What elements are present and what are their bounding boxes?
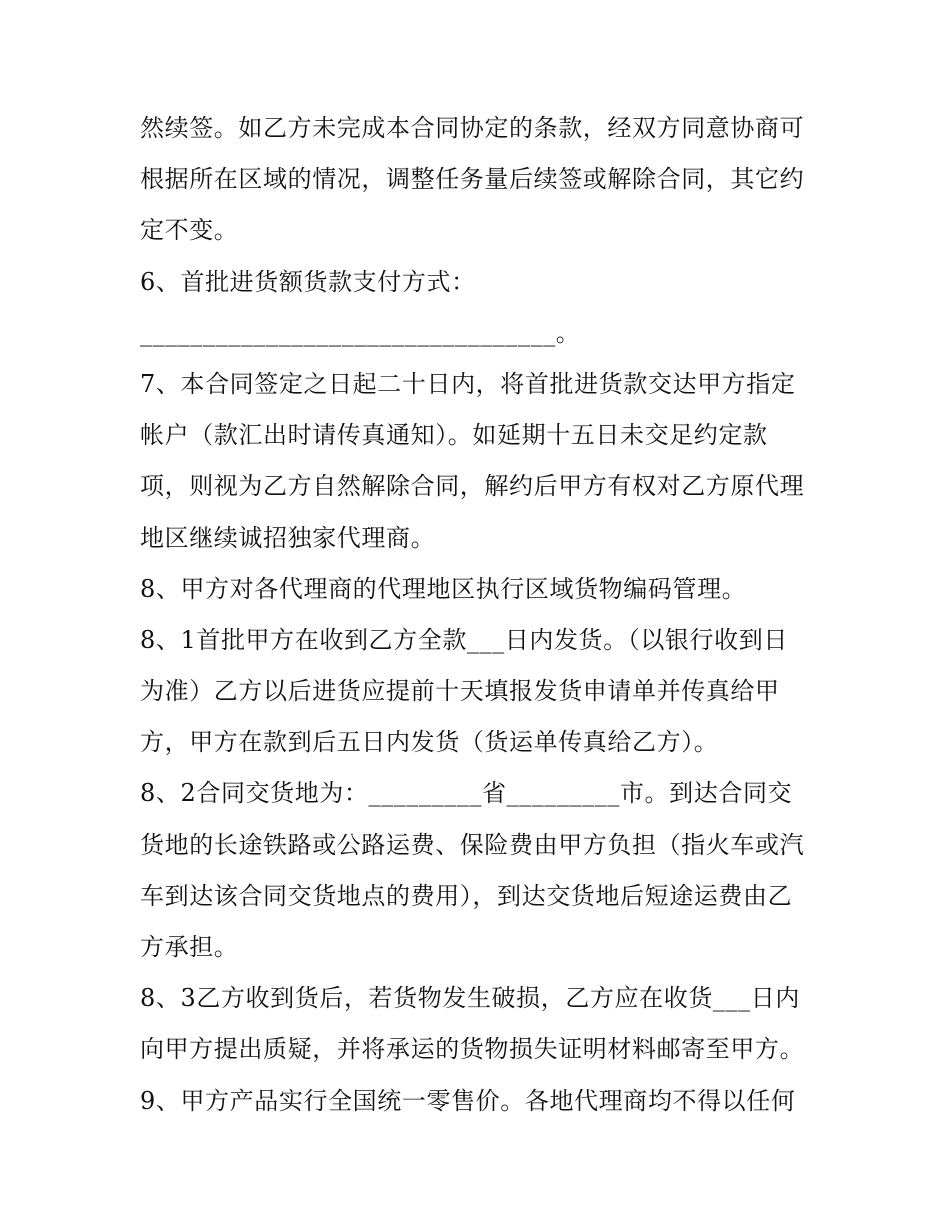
- text-line: 项，则视为乙方自然解除合同，解约后甲方有权对乙方原代理: [140, 472, 805, 501]
- clause-6: 6、首批进货额货款支付方式：: [140, 267, 476, 296]
- text-line: 地区继续诚招独家代理商。: [140, 523, 436, 552]
- text-line: 方承担。: [140, 933, 239, 961]
- clause-9: 9、甲方产品实行全国统一零售价。各地代理商均不得以任何: [140, 1086, 796, 1115]
- text-line: 为准）乙方以后进货应提前十天填报发货申请单并传真给甲: [140, 677, 780, 706]
- text-line: 然续签。如乙方未完成本合同协定的条款，经双方同意协商可: [140, 114, 805, 142]
- blank-fill-line: _________________________________。: [140, 318, 581, 347]
- text-line: 根据所在区域的情况，调整任务量后续签或解除合同，其它约: [140, 165, 805, 194]
- text-line: 货地的长途铁路或公路运费、保险费由甲方负担（指火车或汽: [140, 830, 805, 859]
- text-line: 方，甲方在款到后五日内发货（货运单传真给乙方）。: [140, 728, 719, 757]
- clause-7: 7、本合同签定之日起二十日内，将首批进货款交达甲方指定: [140, 369, 796, 398]
- clause-8-2: 8、2合同交货地为：_________省_________市。到达合同交: [140, 779, 793, 808]
- clause-8-3: 8、3乙方收到货后，若货物发生破损，乙方应在收货___日内: [140, 984, 800, 1013]
- clause-8: 8、甲方对各代理商的代理地区执行区域货物编码管理。: [140, 574, 747, 603]
- text-line: 向甲方提出质疑，并将承运的货物损失证明材料邮寄至甲方。: [140, 1035, 805, 1064]
- document-body: [140, 103, 820, 1127]
- text-line: 帐户（款汇出时请传真通知）。如延期十五日未交足约定款: [140, 421, 768, 450]
- text-line: 定不变。: [140, 216, 239, 245]
- text-line: 车到达该合同交货地点的费用），到达交货地后短途运费由乙: [140, 881, 793, 910]
- clause-8-1: 8、1首批甲方在收到乙方全款___日内发货。（以银行收到日: [140, 625, 788, 654]
